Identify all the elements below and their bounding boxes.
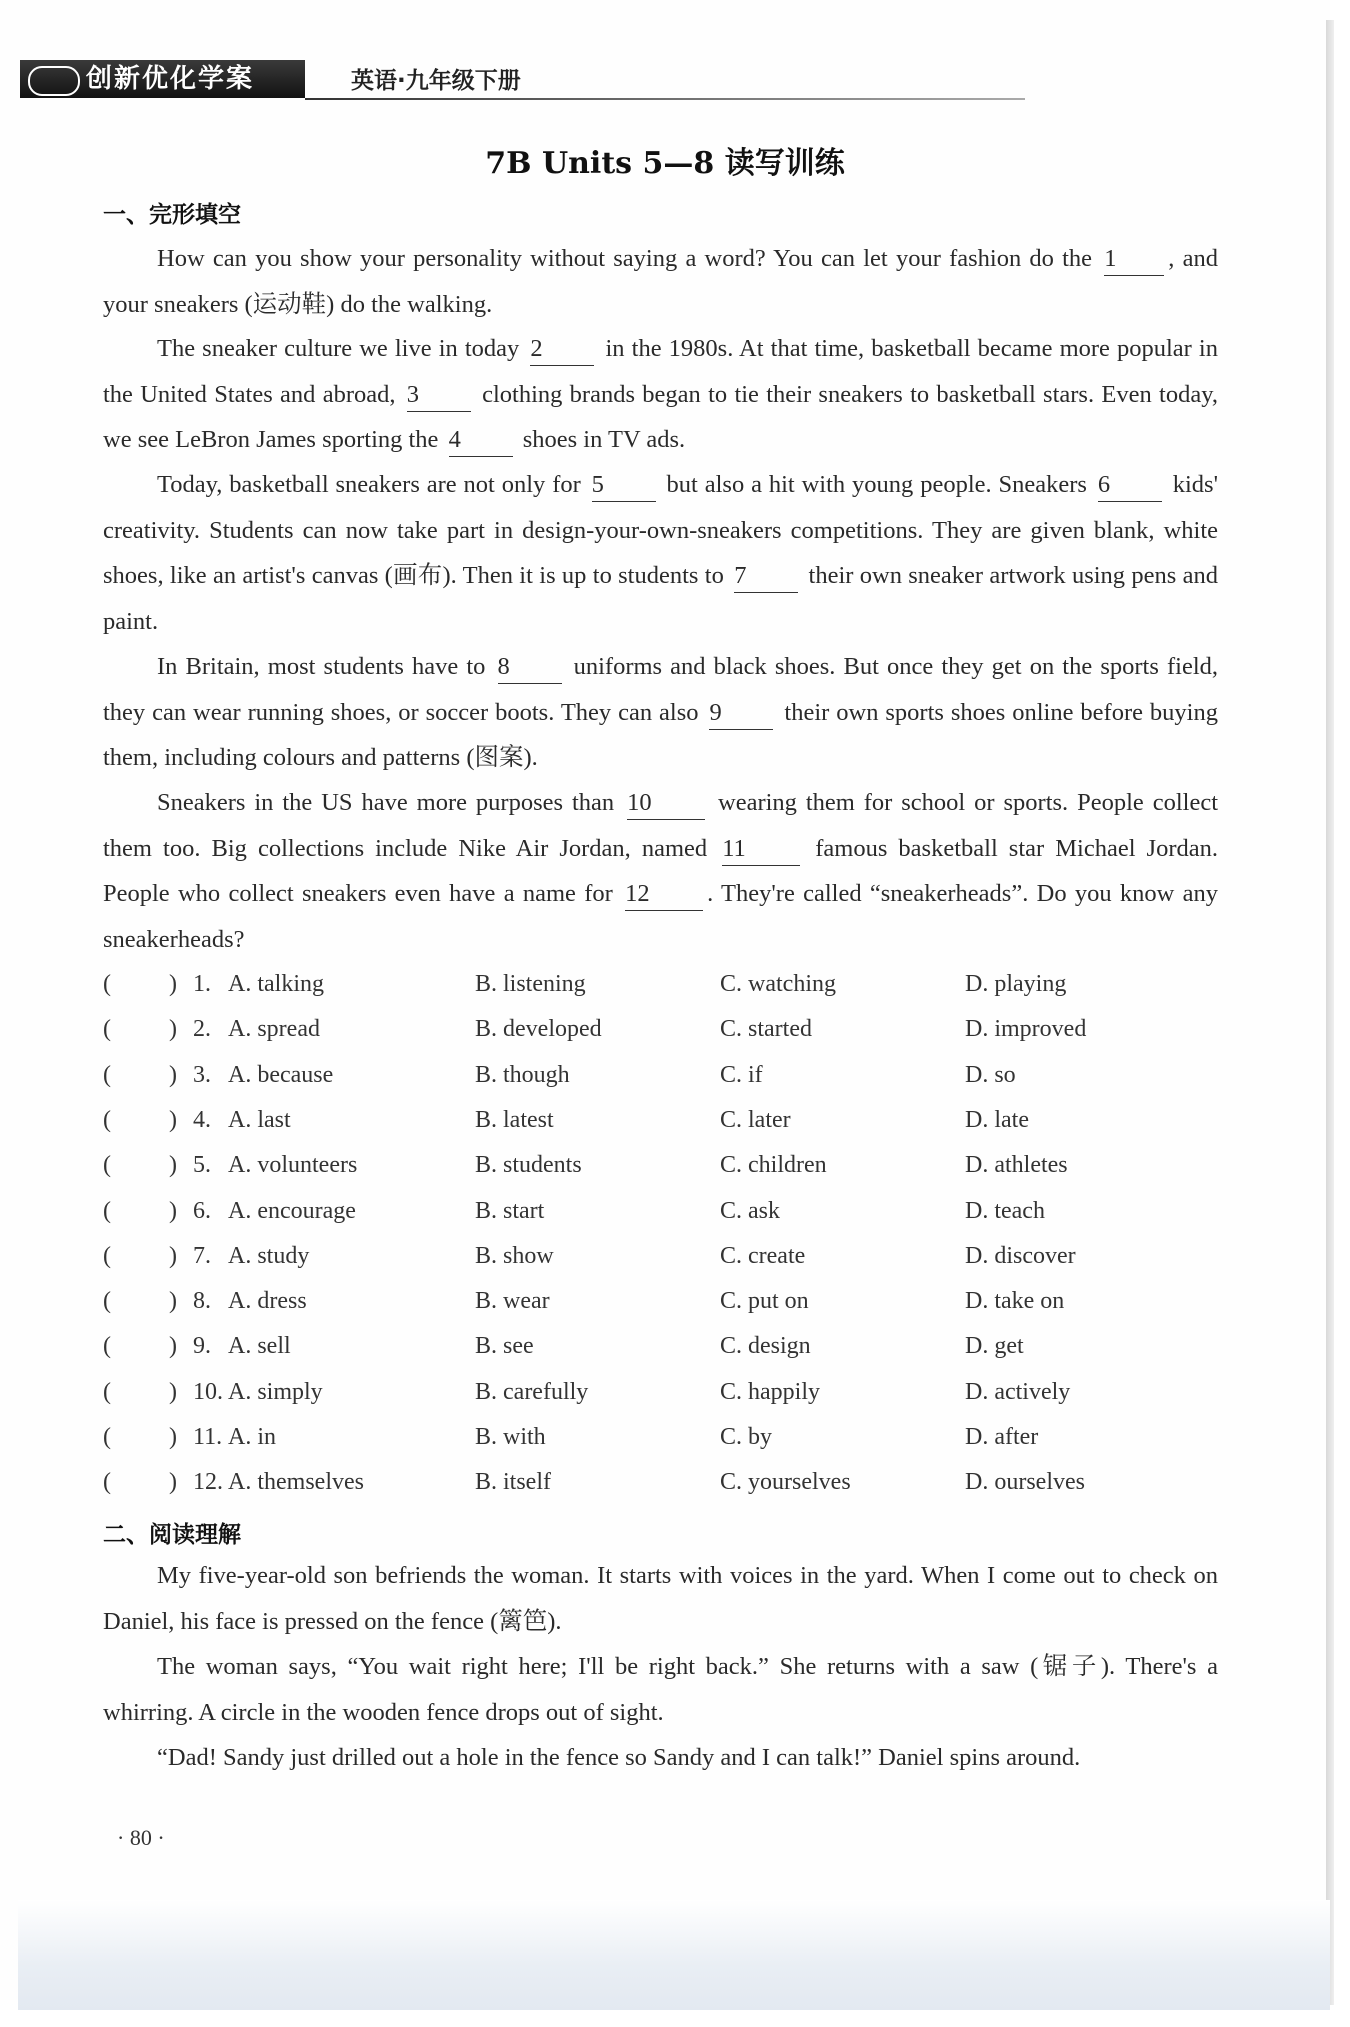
option-d[interactable]: D. actively — [965, 1378, 1071, 1405]
reading-text: The woman says, “You wait right here; I'll be right back.” She returns with a saw (锯子). There's a whirring. A circle in the wooden fence drops out of sight. — [103, 1653, 1218, 1726]
cloze-paragraph — [103, 644, 1218, 781]
question-row — [103, 962, 1218, 1007]
paren-close: ) — [169, 1197, 177, 1224]
paren-close: ) — [169, 1106, 177, 1133]
question-number: 11. — [193, 1424, 223, 1450]
paren-open[interactable]: ( — [103, 1061, 111, 1088]
answer-blank[interactable]: 6 — [1098, 468, 1162, 502]
question-row — [103, 1189, 1218, 1234]
option-b[interactable]: B. itself — [475, 1469, 551, 1496]
paren-close: ) — [169, 1016, 177, 1043]
option-c[interactable]: C. watching — [720, 971, 836, 997]
cloze-text: , and your sneakers (运动鞋) do the walking. — [103, 245, 1218, 318]
question-number: 3. — [193, 1061, 211, 1088]
option-d[interactable]: D. improved — [965, 1016, 1087, 1043]
page-header — [20, 58, 1028, 100]
option-a[interactable]: A. themselves — [228, 1469, 364, 1496]
question-number: 2. — [193, 1016, 211, 1043]
option-c[interactable]: C. design — [720, 1333, 811, 1360]
option-a[interactable]: A. last — [228, 1106, 291, 1133]
question-row — [103, 1415, 1218, 1460]
answer-blank[interactable]: 12 — [625, 877, 703, 911]
option-d[interactable]: D. teach — [965, 1197, 1045, 1224]
page-edge-shadow — [1326, 20, 1334, 2005]
cloze-paragraph — [103, 780, 1218, 962]
cloze-paragraph — [103, 326, 1218, 463]
option-d[interactable]: D. ourselves — [965, 1469, 1085, 1496]
brand-banner — [20, 60, 305, 98]
question-row — [103, 1053, 1218, 1098]
option-b[interactable]: B. carefully — [475, 1378, 589, 1405]
question-number: 6. — [193, 1197, 211, 1224]
question-number: 9. — [193, 1333, 211, 1360]
paren-open[interactable]: ( — [103, 1469, 111, 1496]
paren-close: ) — [169, 1378, 177, 1405]
option-a[interactable]: A. because — [228, 1061, 334, 1088]
question-number: 7. — [193, 1242, 211, 1269]
option-c[interactable]: C. by — [720, 1424, 773, 1450]
question-number: 5. — [193, 1152, 211, 1179]
paren-close: ) — [169, 1152, 177, 1179]
option-c[interactable]: C. yourselves — [720, 1469, 851, 1496]
paren-close: ) — [169, 1424, 177, 1450]
paren-open[interactable]: ( — [103, 1378, 111, 1405]
option-b[interactable]: B. start — [475, 1197, 545, 1224]
question-row — [103, 1098, 1218, 1143]
paren-open[interactable]: ( — [103, 1424, 111, 1450]
reading-text: My five-year-old son befriends the woman. It starts with voices in the yard. When I come out to check on Daniel, his face is pressed on the fence (篱笆). — [103, 1562, 1218, 1635]
answer-blank[interactable]: 8 — [498, 650, 562, 684]
option-d[interactable]: D. late — [965, 1106, 1029, 1133]
option-d[interactable]: D. discover — [965, 1242, 1076, 1269]
cloze-text: their own sports shoes online before buying them, including colours and patterns (图案). — [103, 698, 1218, 771]
answer-blank[interactable]: 5 — [592, 468, 656, 502]
answer-blank[interactable]: 11 — [722, 832, 800, 866]
cloze-text: Sneakers in the US have more purposes than — [157, 789, 624, 816]
option-c[interactable]: C. if — [720, 1061, 763, 1088]
question-number: 4. — [193, 1106, 211, 1133]
paren-close: ) — [169, 971, 177, 997]
question-number: 1. — [193, 971, 211, 997]
page-number: · 80 · — [117, 1825, 165, 1850]
option-b[interactable]: B. latest — [475, 1106, 554, 1133]
paren-open[interactable]: ( — [103, 1333, 111, 1360]
paren-open[interactable]: ( — [103, 1016, 111, 1043]
paren-open[interactable]: ( — [103, 1242, 111, 1269]
question-number: 12. — [193, 1469, 223, 1496]
option-d[interactable]: D. get — [965, 1333, 1024, 1360]
question-row — [103, 1234, 1218, 1279]
subject-label: 英语·九年级下册 — [351, 68, 521, 94]
answer-blank[interactable]: 2 — [530, 332, 594, 366]
question-row — [103, 1007, 1218, 1052]
option-a[interactable]: A. encourage — [228, 1197, 356, 1224]
brand-logo-icon — [28, 66, 80, 96]
option-a[interactable]: A. volunteers — [228, 1152, 358, 1179]
option-c[interactable]: C. later — [720, 1106, 791, 1133]
option-a[interactable]: A. spread — [228, 1016, 320, 1043]
reading-paragraph — [103, 1735, 1218, 1781]
option-b[interactable]: B. developed — [475, 1016, 602, 1043]
option-b[interactable]: B. see — [475, 1333, 534, 1360]
paren-close: ) — [169, 1333, 177, 1360]
answer-blank[interactable]: 9 — [709, 696, 773, 730]
option-d[interactable]: D. so — [965, 1061, 1016, 1088]
option-c[interactable]: C. happily — [720, 1378, 820, 1405]
question-row — [103, 1143, 1218, 1188]
paren-open[interactable]: ( — [103, 1197, 111, 1224]
question-row — [103, 1460, 1218, 1505]
header-rule — [305, 98, 1025, 100]
question-row — [103, 1370, 1218, 1415]
cloze-text: The sneaker culture we live in today — [157, 335, 527, 362]
answer-blank[interactable]: 7 — [734, 559, 798, 593]
section-heading-reading: 二、阅读理解 — [103, 1522, 241, 1548]
paren-close: ) — [169, 1061, 177, 1088]
question-number: 8. — [193, 1288, 211, 1315]
option-a[interactable]: A. in — [228, 1424, 276, 1450]
question-number: 10. — [193, 1378, 223, 1405]
cloze-text: their own sneaker artwork using pens and paint. — [103, 562, 1218, 635]
option-d[interactable]: D. athletes — [965, 1152, 1068, 1179]
cloze-text: but also a hit with young people. Sneakers — [659, 471, 1094, 498]
option-c[interactable]: C. started — [720, 1016, 812, 1043]
answer-blank[interactable]: 1 — [1104, 242, 1164, 276]
option-b[interactable]: B. though — [475, 1061, 570, 1088]
option-d[interactable]: D. playing — [965, 971, 1067, 997]
reading-text: “Dad! Sandy just drilled out a hole in the fence so Sandy and I can talk!” Daniel spins around. — [157, 1744, 1081, 1771]
cloze-text: wearing them for school or sports. People collect them too. Big collections include Nike Air Jordan, named — [103, 789, 1218, 862]
question-row — [103, 1279, 1218, 1324]
cloze-paragraph — [103, 462, 1218, 644]
paren-open[interactable]: ( — [103, 971, 111, 997]
cloze-text: in the 1980s. At that time, basketball became more popular in the United States and abroad, — [103, 335, 1218, 408]
answer-blank[interactable]: 4 — [449, 423, 513, 457]
page-title: 7B Units 5—8 读写训练 — [485, 146, 845, 181]
paren-open[interactable]: ( — [103, 1152, 111, 1179]
option-c[interactable]: C. create — [720, 1242, 806, 1269]
answer-blank[interactable]: 3 — [407, 378, 471, 412]
paren-close: ) — [169, 1288, 177, 1315]
paren-open[interactable]: ( — [103, 1288, 111, 1315]
option-a[interactable]: A. study — [228, 1242, 310, 1269]
reading-paragraph — [103, 1644, 1218, 1735]
option-c[interactable]: C. children — [720, 1152, 827, 1179]
option-b[interactable]: B. listening — [475, 971, 586, 997]
section-heading-cloze: 一、完形填空 — [103, 202, 241, 228]
option-a[interactable]: A. sell — [228, 1333, 291, 1360]
cloze-text: How can you show your personality without saying a word? You can let your fashion do the — [157, 245, 1101, 272]
option-b[interactable]: B. with — [475, 1424, 546, 1450]
option-b[interactable]: B. show — [475, 1242, 554, 1269]
option-a[interactable]: A. dress — [228, 1288, 307, 1315]
cloze-text: uniforms and black shoes. But once they get on the sports field, they can wear running shoes, or soccer boots. They can also — [103, 653, 1219, 726]
cloze-text: kids' creativity. Students can now take part in design-your-own-sneakers competitions. They are given blank, white shoes, like an artist's canvas (画布). Then it is up to students to — [103, 471, 1218, 589]
scan-bottom-band — [18, 1900, 1330, 2010]
cloze-text: shoes in TV ads. — [516, 426, 686, 453]
cloze-paragraph — [103, 236, 1218, 327]
option-c[interactable]: C. ask — [720, 1197, 780, 1224]
question-row — [103, 1324, 1218, 1369]
option-d[interactable]: D. take on — [965, 1288, 1065, 1315]
option-a[interactable]: A. talking — [228, 971, 324, 997]
cloze-text: In Britain, most students have to — [157, 653, 494, 680]
cloze-text: . They're called “sneakerheads”. Do you know any sneakerheads? — [103, 880, 1218, 953]
option-d[interactable]: D. after — [965, 1424, 1039, 1450]
paren-close: ) — [169, 1242, 177, 1269]
option-b[interactable]: B. students — [475, 1152, 582, 1179]
cloze-text: Today, basketball sneakers are not only for — [157, 471, 588, 498]
cloze-text: clothing brands began to tie their sneakers to basketball stars. Even today, we see LeBron James sporting the — [103, 380, 1218, 453]
paren-close: ) — [169, 1469, 177, 1496]
option-a[interactable]: A. simply — [228, 1378, 323, 1405]
reading-paragraph — [103, 1553, 1218, 1644]
option-b[interactable]: B. wear — [475, 1288, 550, 1315]
brand-text: 创新优化学案 — [86, 64, 255, 94]
cloze-text: famous basketball star Michael Jordan. People who collect sneakers even have a name for — [103, 834, 1218, 907]
answer-blank[interactable]: 10 — [627, 786, 705, 820]
paren-open[interactable]: ( — [103, 1106, 111, 1133]
option-c[interactable]: C. put on — [720, 1288, 809, 1315]
